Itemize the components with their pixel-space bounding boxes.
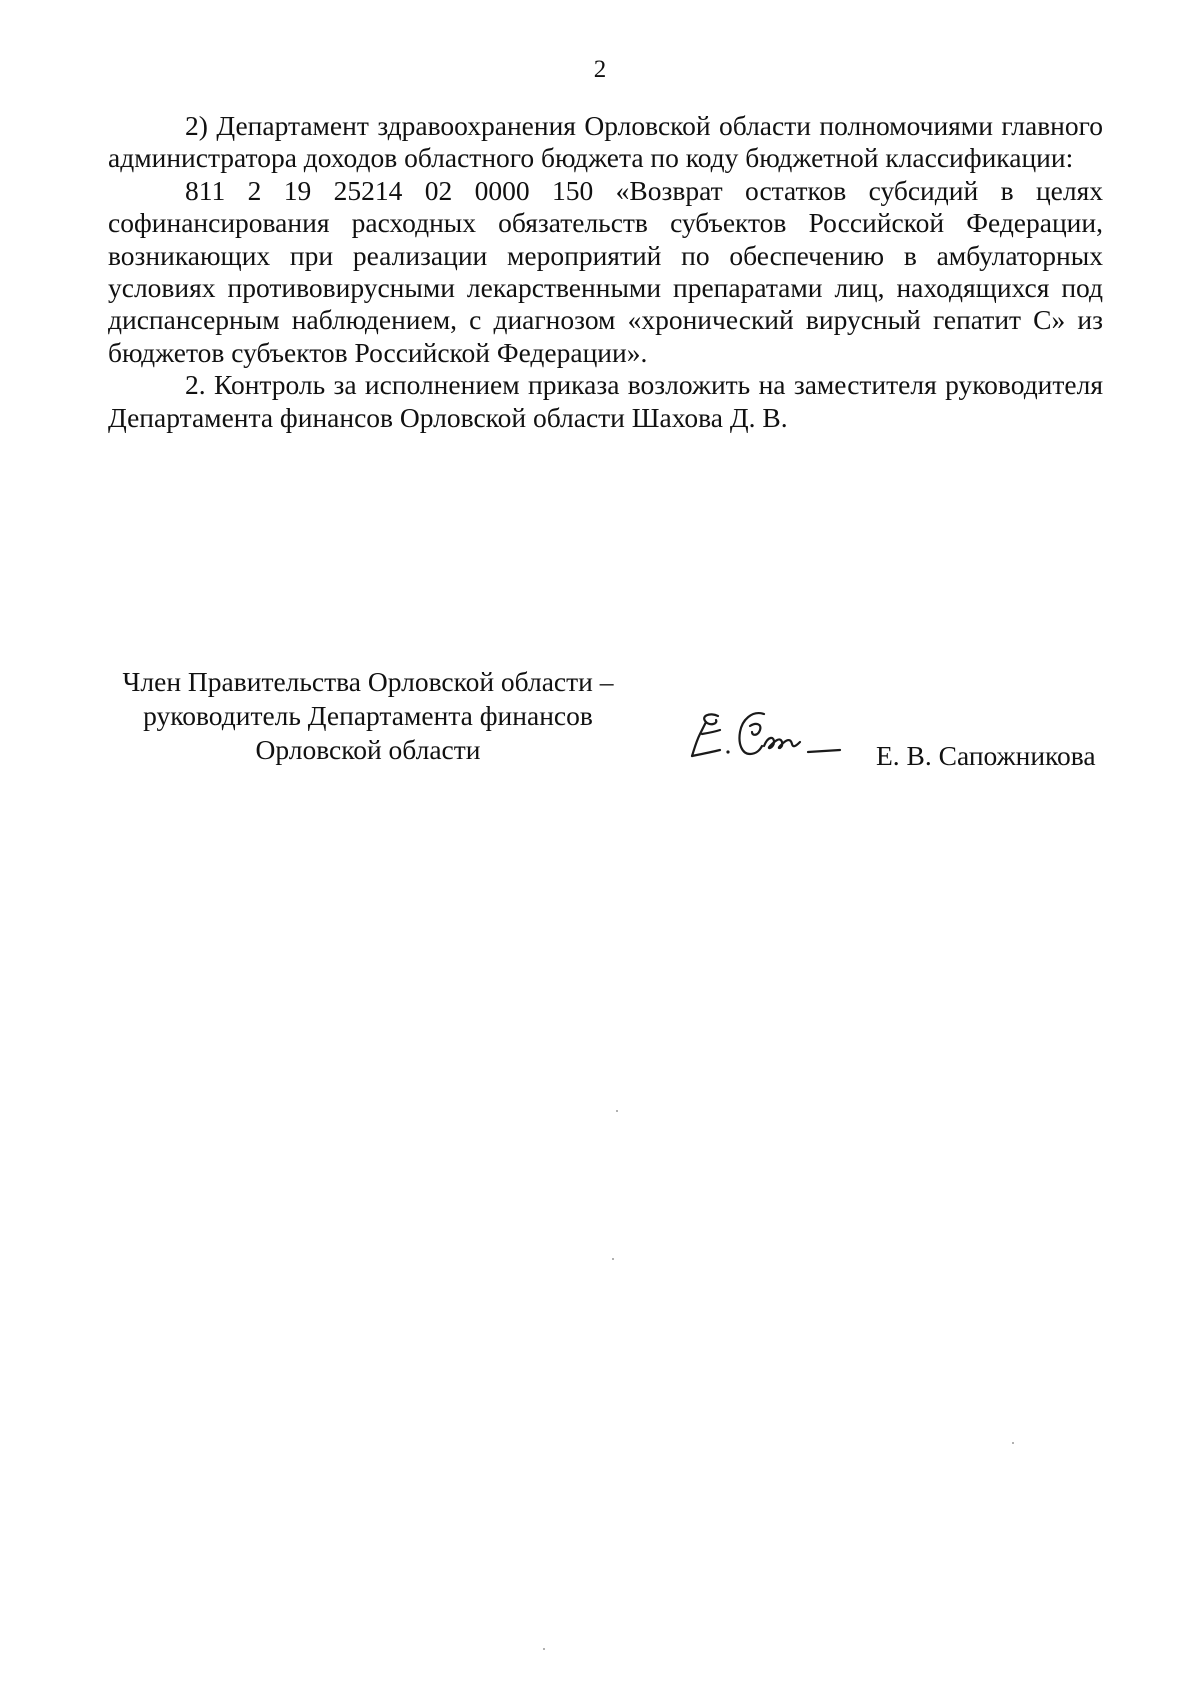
page-number: 2 [593, 56, 607, 83]
scan-speck [616, 1110, 618, 1112]
scan-speck [612, 1258, 614, 1260]
paragraph-department-health: 2) Департамент здравоохранения Орловской области полномочиями главного администратора доходов областного бюджета по коду бюджетной классификации: [108, 110, 1103, 174]
signatory-position-line: Член Правительства Орловской области – [122, 666, 614, 697]
scan-speck [1012, 1442, 1014, 1444]
paragraph-control: 2. Контроль за исполнением приказа возложить на заместителя руководителя Департамента финансов Орловской области Шахова Д. В. [108, 369, 1103, 433]
signatory-position [108, 665, 628, 767]
signatory-position-line: руководитель Департамента финансов [143, 700, 593, 731]
handwritten-signature-icon [680, 706, 860, 781]
signatory-position-line: Орловской области [255, 734, 481, 765]
signer-name: Е. В. Сапожникова [876, 740, 1096, 771]
paragraph-budget-code: 811 2 19 25214 02 0000 150 «Возврат остатков субсидий в целях софинансирования расходных обязательств субъектов Российской Федерации, возникающих при реализации мероприятий по обеспечению в амбулаторных условиях противовирусными лекарственными препаратами лиц, находящихся под диспансерным наблюдением, с диагнозом «хронический вирусный гепатит С» из бюджетов субъектов Российской Федерации». [108, 174, 1103, 368]
scan-speck [543, 1648, 545, 1650]
document-body [108, 110, 1103, 434]
